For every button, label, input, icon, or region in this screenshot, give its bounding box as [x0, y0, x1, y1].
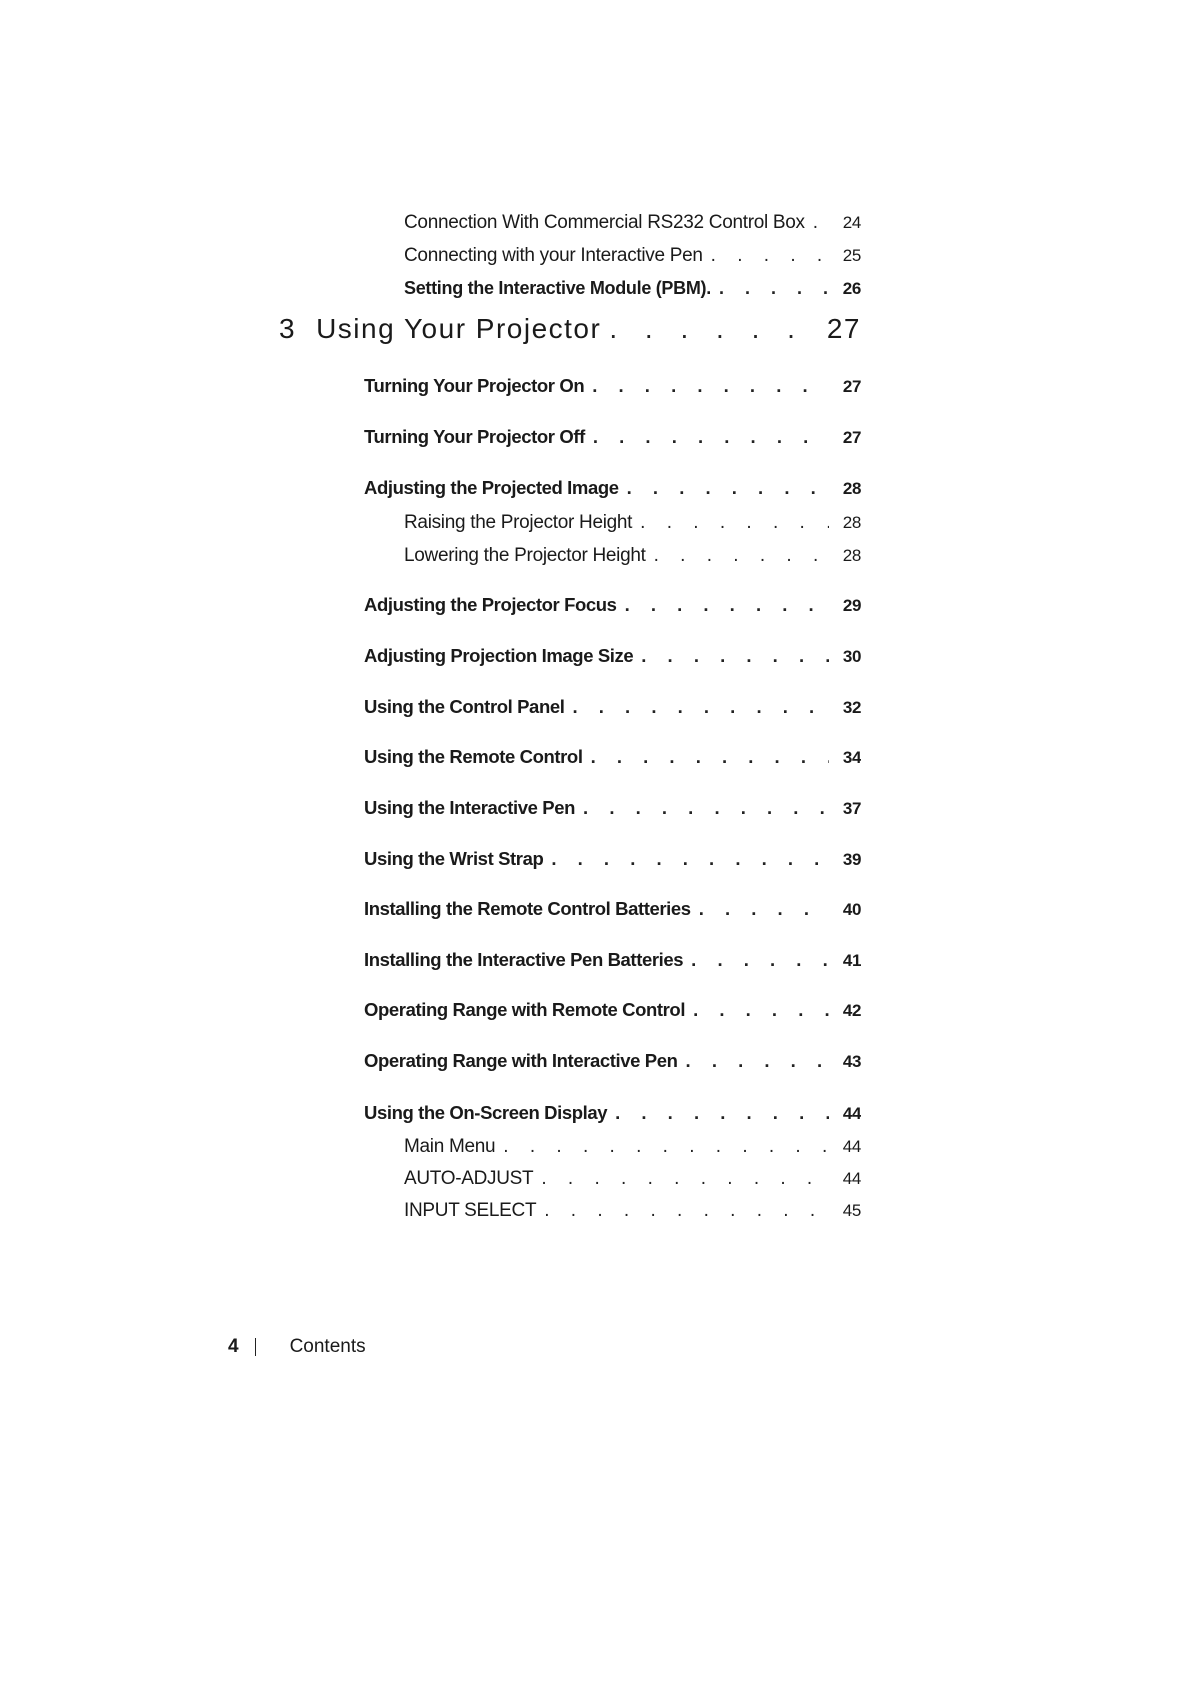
toc-entry-title: Connection With Commercial RS232 Control Box	[404, 212, 805, 233]
toc-entry-title: Turning Your Projector Off	[364, 426, 585, 447]
toc-entry-page: 45	[842, 1201, 861, 1220]
toc-entry-page: 25	[842, 246, 861, 265]
toc-entry-title: Operating Range with Remote Control	[364, 999, 686, 1020]
toc-entry[interactable]	[364, 426, 861, 448]
toc-entry[interactable]	[404, 212, 861, 234]
toc-entry-title: Using the Control Panel	[364, 696, 565, 717]
dot-leader	[619, 477, 829, 499]
page-footer	[228, 1334, 366, 1358]
dot-leader	[585, 426, 829, 448]
dot-leader	[533, 1168, 829, 1190]
toc-entry[interactable]	[364, 999, 861, 1021]
dot-leader	[617, 594, 829, 616]
toc-entry-page: 34	[842, 748, 861, 767]
toc-entry-title: Installing the Remote Control Batteries	[364, 898, 691, 919]
toc-entry-title: Using the On-Screen Display	[364, 1102, 608, 1123]
toc-entry-title: Adjusting the Projected Image	[364, 477, 619, 498]
chapter-number: 3	[279, 313, 297, 344]
dot-leader	[575, 797, 829, 819]
toc-entry[interactable]	[404, 512, 861, 534]
toc-entry-page: 28	[842, 479, 861, 498]
dot-leader	[495, 1136, 829, 1158]
footer-page-number: 4	[228, 1336, 239, 1357]
chapter-title: Using Your Projector	[316, 313, 602, 344]
toc-entry-title: Operating Range with Interactive Pen	[364, 1050, 678, 1071]
toc-entry[interactable]	[364, 477, 861, 499]
toc-entry-title: Turning Your Projector On	[364, 375, 585, 396]
toc-entry[interactable]	[364, 1050, 861, 1072]
chapter-page: 27	[826, 313, 861, 344]
toc-entry[interactable]	[404, 278, 861, 299]
toc-entry-page: 37	[842, 799, 861, 818]
dot-leader	[633, 645, 829, 667]
footer-divider	[255, 1338, 256, 1356]
dot-leader	[564, 696, 829, 718]
toc-entry-page: 39	[842, 850, 861, 869]
toc-entry-page: 44	[842, 1137, 861, 1156]
toc-entry[interactable]	[404, 1200, 861, 1222]
toc-entry-title: Setting the Interactive Module (PBM).	[404, 278, 711, 298]
toc-entry-title: Connecting with your Interactive Pen	[404, 245, 703, 266]
dot-leader	[678, 1050, 829, 1072]
dot-leader	[601, 313, 815, 345]
footer-section-title: Contents	[289, 1336, 366, 1357]
toc-entry-page: 44	[842, 1169, 861, 1188]
dot-leader	[583, 746, 829, 768]
toc-entry-title: Using the Wrist Strap	[364, 848, 544, 869]
toc-entry[interactable]	[364, 848, 861, 870]
dot-leader	[805, 212, 829, 234]
toc-entry-page: 27	[842, 428, 861, 447]
toc-entry-title: Using the Interactive Pen	[364, 797, 576, 818]
toc-entry-page: 44	[842, 1104, 861, 1123]
dot-leader	[632, 512, 829, 534]
toc-entry[interactable]	[404, 1168, 861, 1190]
toc-entry[interactable]	[364, 375, 861, 397]
toc-entry-title: Using the Remote Control	[364, 746, 583, 767]
toc-entry-page: 40	[842, 900, 861, 919]
toc-entry-page: 43	[842, 1052, 861, 1071]
toc-entry[interactable]	[364, 1102, 861, 1124]
toc-entry-title: Adjusting the Projector Focus	[364, 594, 617, 615]
toc-entry[interactable]	[364, 696, 861, 718]
toc-chapter-entry[interactable]	[279, 313, 861, 345]
toc-entry-title: INPUT SELECT	[404, 1200, 537, 1221]
dot-leader	[646, 545, 829, 567]
dot-leader	[711, 278, 829, 299]
dot-leader	[584, 375, 829, 397]
toc-entry-page: 42	[842, 1001, 861, 1020]
toc-entry-page: 26	[842, 279, 861, 298]
toc-entry-page: 28	[842, 513, 861, 532]
toc-entry-title: Installing the Interactive Pen Batteries	[364, 949, 684, 970]
toc-entry[interactable]	[364, 949, 861, 971]
toc-entry[interactable]	[364, 645, 861, 667]
toc-entry[interactable]	[364, 797, 861, 819]
dot-leader	[536, 1200, 829, 1222]
toc-entry-page: 28	[842, 546, 861, 565]
toc-entry-title: AUTO-ADJUST	[404, 1168, 534, 1189]
toc-entry[interactable]	[404, 545, 861, 567]
toc-entry-title: Adjusting Projection Image Size	[364, 645, 634, 666]
dot-leader	[703, 245, 829, 267]
toc-entry-page: 32	[842, 698, 861, 717]
toc-entry[interactable]	[404, 1136, 861, 1158]
toc-entry[interactable]	[364, 594, 861, 616]
toc-entry-title: Lowering the Projector Height	[404, 545, 646, 566]
toc-entry-page: 24	[842, 213, 861, 232]
toc-entry-title: Raising the Projector Height	[404, 512, 633, 533]
toc-entry-title: Main Menu	[404, 1136, 496, 1157]
toc-entry[interactable]	[404, 245, 861, 267]
toc-entry-page: 30	[842, 647, 861, 666]
dot-leader	[685, 999, 829, 1021]
dot-leader	[683, 949, 829, 971]
dot-leader	[691, 898, 829, 920]
toc-entry-page: 41	[842, 951, 861, 970]
dot-leader	[607, 1102, 829, 1124]
toc-entry[interactable]	[364, 898, 861, 920]
toc-entry-page: 27	[842, 377, 861, 396]
dot-leader	[543, 848, 829, 870]
toc-entry-page: 29	[842, 596, 861, 615]
toc-entry[interactable]	[364, 746, 861, 768]
